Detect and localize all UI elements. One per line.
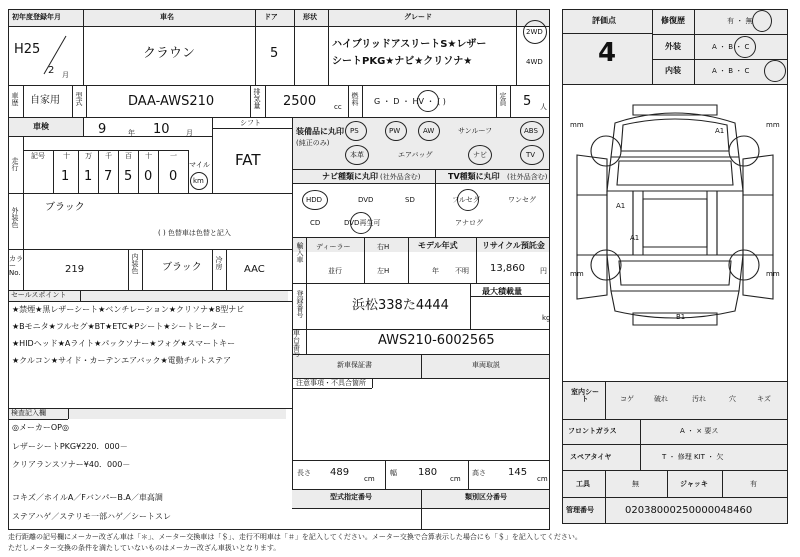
door-header: ドア xyxy=(264,13,278,21)
drive-4wd: 4WD xyxy=(526,58,543,66)
equip-leather: 本革 xyxy=(350,151,364,159)
fuel-hv-circle xyxy=(417,90,439,112)
inspection-month: 10 xyxy=(153,122,170,137)
mileage-digit-label: 千 xyxy=(105,152,112,160)
import-label: 輸入車 xyxy=(296,242,304,263)
notes-header: 注意事項・不具合箇所 xyxy=(296,379,366,387)
mileage-digit: 1 xyxy=(84,169,93,184)
capacity-value: 5 xyxy=(523,94,532,109)
model-year-value: 不明 xyxy=(455,267,469,275)
spare-tire-label: スペアタイヤ xyxy=(570,453,612,461)
car-name: クラウン xyxy=(143,46,196,61)
spare-tire-options: T ・ 修理 KIT ・ 欠 xyxy=(662,453,724,461)
grade-line-2: シートPKG★ナビ★クリソナ★ xyxy=(332,56,473,67)
exterior-options: A ・ B ・ C xyxy=(712,43,750,51)
capacity-unit: 人 xyxy=(540,103,547,111)
mileage-digit: 7 xyxy=(104,169,113,184)
mileage-digit-label: 百 xyxy=(125,152,132,160)
mileage-digit: 5 xyxy=(124,169,133,184)
color-value: ブラック xyxy=(45,202,85,213)
manual-label: 車両取説 xyxy=(472,361,500,369)
footnote-line-1: 走行距離の記号欄にメーカー改ざん車は「＊」、メーター交換車は「＄」、走行不明車は「＃」を記入してください。メーター交換で合算表示した場合にも「＄」を記入してください。 xyxy=(8,533,582,541)
jack-label: ジャッキ xyxy=(680,480,708,488)
type-label: 型式 xyxy=(75,92,83,106)
inspection-label: 車検 xyxy=(33,122,49,131)
warranty-label: 新車保証書 xyxy=(337,361,372,369)
category-label: 類別区分番号 xyxy=(465,493,507,501)
mileage-unit: km xyxy=(193,177,204,185)
displacement-value: 2500 xyxy=(283,94,317,109)
color-no: 219 xyxy=(65,264,85,275)
inspection-year-unit: 年 xyxy=(128,129,135,137)
car-name-header: 車名 xyxy=(160,13,174,21)
grade-header: グレード xyxy=(404,13,432,21)
car-condition-diagram xyxy=(563,85,787,380)
windshield-label: フロントガラス xyxy=(568,427,617,435)
recycle-label: リサイクル預託金 xyxy=(482,241,545,250)
first-registration-header: 初年度登録年月 xyxy=(12,13,61,21)
width-value: 180 xyxy=(418,467,438,478)
capacity-label: 定員 xyxy=(499,92,507,106)
tv-analog: アナログ xyxy=(455,219,483,227)
repair-none-circle xyxy=(752,10,772,32)
length-unit: cm xyxy=(364,475,375,483)
fuel-label: 燃料 xyxy=(351,92,359,106)
seat-item: キズ xyxy=(757,395,771,403)
nav-hdd: HDD xyxy=(306,196,323,204)
interior-options: A ・ B ・ C xyxy=(712,67,750,75)
inspector-line: ステアハゲ／ステリモ一部ハゲ／シートスレ xyxy=(12,512,171,521)
chassis-label: 車台番号 xyxy=(293,329,300,358)
equip-pw: PW xyxy=(389,127,401,135)
shift-value: FAT xyxy=(235,151,261,169)
type-designation-label: 型式指定番号 xyxy=(330,493,372,501)
nav-header: ナビ種類に丸印 xyxy=(322,172,378,181)
plate-value: 浜松338た4444 xyxy=(352,298,449,313)
recycle-unit: 円 xyxy=(540,267,547,275)
model-year-label: モデル年式 xyxy=(418,241,458,250)
mileage-mile-label: マイル xyxy=(189,161,210,169)
inspector-line: レザーシートPKG¥220．000－ xyxy=(12,442,128,451)
inspector-line: コキズ／ホイルA／FバンパーB.A／車高調 xyxy=(12,493,163,502)
registration-month-unit: 月 xyxy=(62,71,69,79)
height-label: 高さ xyxy=(472,469,486,477)
score-value: 4 xyxy=(598,38,617,68)
seat-item: 破れ xyxy=(654,395,668,403)
diagram-mark-b1: B1 xyxy=(676,313,686,321)
nav-dvd: DVD xyxy=(358,196,374,204)
tire-depth-fr: mm xyxy=(766,121,780,129)
interior-color-label: 内装色 xyxy=(131,253,139,274)
interior-color-value: ブラック xyxy=(162,262,202,273)
sales-line: ★クルコン★サイド・カーテンエアバック★電動チルトステア xyxy=(12,356,232,365)
length-value: 489 xyxy=(330,467,350,478)
tv-header: TV種類に丸印 xyxy=(448,172,500,181)
exterior-b-circle xyxy=(734,36,756,58)
nav-cd: CD xyxy=(310,219,321,227)
score-label: 評価点 xyxy=(592,16,616,25)
equip-tv: TV xyxy=(526,151,536,159)
repair-label: 修復歴 xyxy=(661,16,685,25)
diagram-mark-a1: A1 xyxy=(715,127,725,135)
mileage-digit-label: 十 xyxy=(63,152,70,160)
displacement-label: 排気量 xyxy=(253,88,261,109)
shift-label: シフト xyxy=(240,119,261,127)
type-value: DAA-AWS210 xyxy=(128,94,215,109)
grade-line-1: ハイブリッドアスリートS★レザー xyxy=(332,39,487,50)
color-no-label: カラーNo. xyxy=(9,255,23,277)
color-change-note: ( ) 色替車は色替と記入 xyxy=(158,229,231,237)
import-parallel: 並行 xyxy=(328,267,342,275)
height-value: 145 xyxy=(508,467,528,478)
diagram-mark-a1: A1 xyxy=(616,202,626,210)
inspector-line: クリアランスソナー¥40．000－ xyxy=(12,460,131,469)
seat-item: 穴 xyxy=(729,395,736,403)
jack-value: 有 xyxy=(750,480,757,488)
use-label: 車歴 xyxy=(11,92,19,106)
equip-sunroof: サンルーフ xyxy=(458,127,493,135)
nav-sd: SD xyxy=(405,196,415,204)
equip-aw: AW xyxy=(423,127,435,135)
repair-options: 有 ・ 無 xyxy=(727,17,753,25)
mileage-digit-label: 一 xyxy=(170,152,177,160)
tire-depth-fl: mm xyxy=(570,121,584,129)
mileage-digit-label: 十 xyxy=(145,152,152,160)
max-load-unit: kg xyxy=(542,314,551,322)
sales-line: ★HIDヘッド★Aライト★パックソナー★フォグ★スマートキー xyxy=(12,339,236,348)
exterior-label: 外装 xyxy=(665,42,681,51)
fuel-options: G ・ D ・ HV ・ ( ) xyxy=(374,97,446,106)
ac-label: 冷房 xyxy=(215,256,223,270)
use-value: 自家用 xyxy=(30,95,60,106)
sales-line: ★Bモニタ★フルセグ★BT★ETC★Pシート★シートヒーター xyxy=(12,322,227,331)
admin-no-label: 管理番号 xyxy=(566,506,594,514)
interior-c-circle xyxy=(764,60,786,82)
slash-mark xyxy=(42,34,68,76)
tv-header-sub: (社外品含む) xyxy=(507,173,548,181)
ac-value: AAC xyxy=(244,264,265,275)
model-year-unit: 年 xyxy=(432,267,439,275)
inspector-line: ◎メーカーOP◎ xyxy=(12,423,69,432)
diagram-mark-a1: A1 xyxy=(630,234,640,242)
admin-no-value: 02038000250000048460 xyxy=(625,505,753,516)
inspection-month-unit: 月 xyxy=(186,129,193,137)
plate-label: 登録番号 xyxy=(296,290,304,318)
equipment-sub: (純正のみ) xyxy=(296,139,330,147)
footnote-line-2: ただしメーター交換の条件を満たしていないものはメーカー改ざん車扱いとなります。 xyxy=(8,544,281,552)
height-unit: cm xyxy=(537,475,548,483)
width-unit: cm xyxy=(450,475,461,483)
displacement-unit: cc xyxy=(334,103,342,111)
width-label: 幅 xyxy=(390,469,397,477)
shape-header: 形状 xyxy=(303,13,317,21)
drive-2wd: 2WD xyxy=(526,28,543,36)
mileage-digit-label-symbol: 記号 xyxy=(31,152,45,160)
nav-dvd-play: DVD再生可 xyxy=(344,219,381,227)
inspection-year: 9 xyxy=(98,122,107,137)
mileage-digit: 1 xyxy=(61,169,70,184)
door-count: 5 xyxy=(270,46,279,61)
chassis-value: AWS210-6002565 xyxy=(378,333,495,348)
tv-oneseg: ワンセグ xyxy=(508,196,536,204)
mileage-label: 走行 xyxy=(11,157,19,171)
seat-item: コゲ xyxy=(620,395,634,403)
tire-depth-rr: mm xyxy=(766,270,780,278)
equip-abs: ABS xyxy=(524,127,538,135)
seat-item: 汚れ xyxy=(692,395,706,403)
inspector-header: 検査記入欄 xyxy=(11,409,46,417)
equipment-label: 装備品に丸印 xyxy=(296,127,344,136)
max-load-label: 最大積載量 xyxy=(482,287,522,296)
tv-fullseg: フルセグ xyxy=(452,196,480,204)
registration-month: 2 xyxy=(48,65,55,76)
sales-header: セールスポイント xyxy=(11,291,67,299)
steering-right: 右H xyxy=(377,243,390,251)
registration-year: H25 xyxy=(14,42,41,57)
import-dealer: ディーラー xyxy=(316,243,351,251)
interior-grade-label: 内装 xyxy=(665,66,681,75)
mileage-digit-label: 万 xyxy=(85,152,92,160)
tire-depth-rl: mm xyxy=(570,270,584,278)
recycle-value: 13,860 xyxy=(490,263,525,274)
sales-line: ★禁煙★黒レザーシート★ベンチレーション★クリソナ★8型ナビ xyxy=(12,305,245,314)
tools-label: 工具 xyxy=(576,480,590,488)
equip-ps: PS xyxy=(350,127,359,135)
windshield-options: A ・ × 要ス xyxy=(680,427,719,435)
equip-airbag: エアバッグ xyxy=(398,151,433,159)
equip-nav: ナビ xyxy=(473,151,487,159)
nav-header-sub: (社外品含む) xyxy=(380,173,421,181)
length-label: 長さ xyxy=(297,469,311,477)
mileage-digit: 0 xyxy=(144,169,153,184)
tools-value: 無 xyxy=(632,480,639,488)
mileage-digit: 0 xyxy=(169,169,178,184)
interior-seat-label: 室内シート xyxy=(571,388,599,403)
color-label: 外装色 xyxy=(11,207,19,228)
steering-left: 左H xyxy=(377,267,390,275)
